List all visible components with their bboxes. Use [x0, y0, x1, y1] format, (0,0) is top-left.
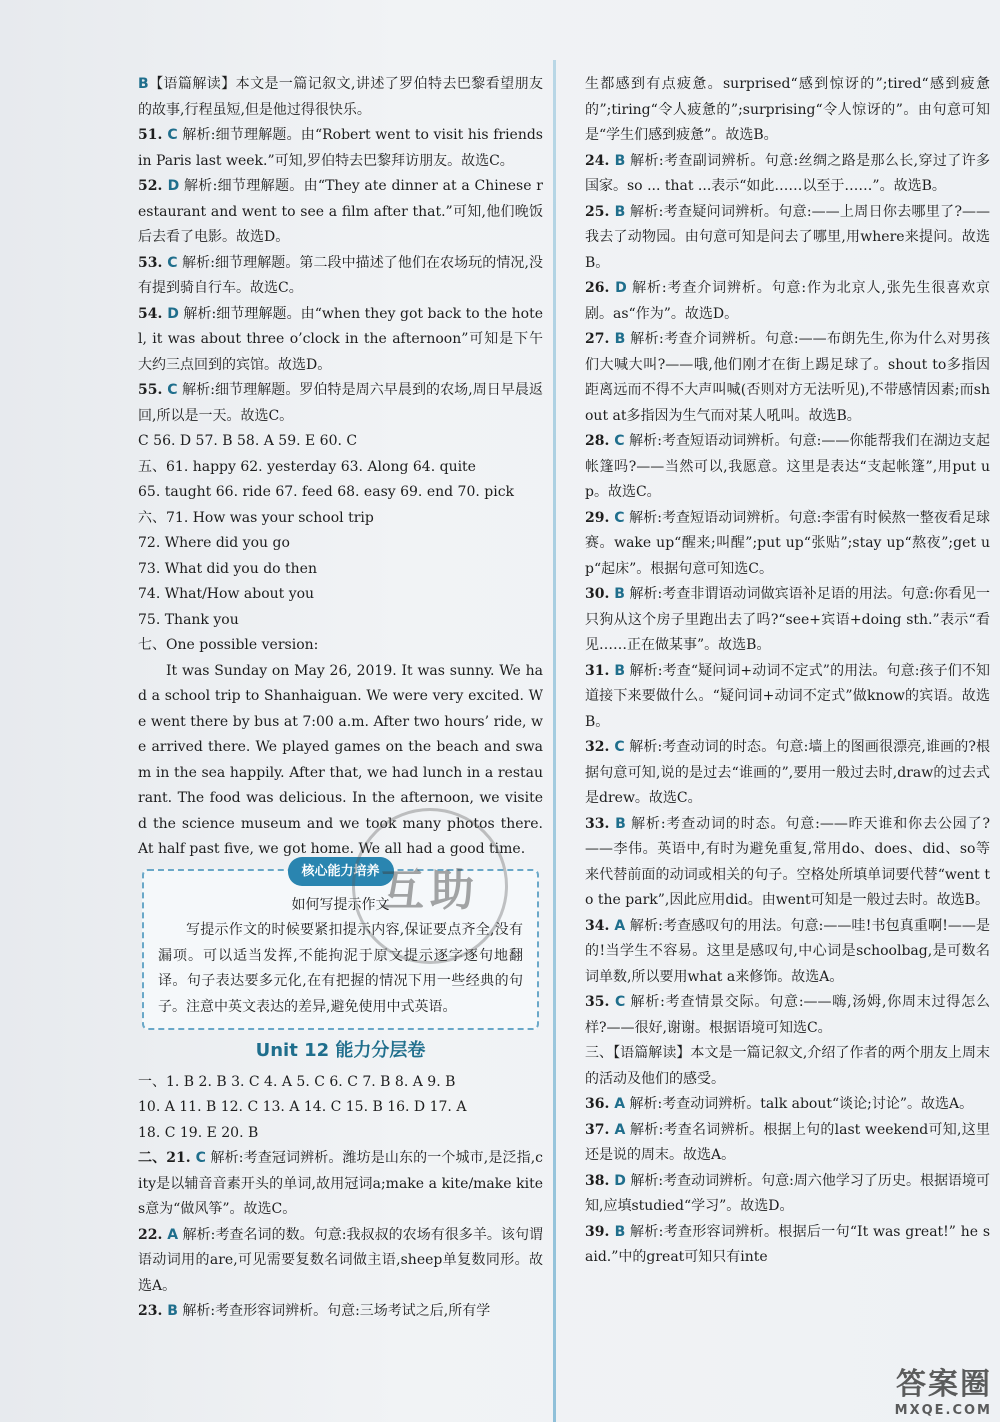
- answer-item: [138, 531, 543, 557]
- question-number: 22.: [138, 1226, 168, 1243]
- answer-text: It was Sunday on May 26, 2019. It was sunny. We had a school trip to Shanhaiguan. We were very excited. We went there by bus at 7:00 a.m. After two hours’ ride, we arrived there. We played games on the beach and swam in the sea happily. After that, we had lunch in a restaurant. The food was delicious. In the afternoon, we visited the science museum and we took many photos there. At half past five, we got home. We all had a good time.: [138, 662, 543, 857]
- answer-letter: D: [167, 305, 179, 322]
- question-number: 二、21.: [138, 1150, 196, 1166]
- answer-text: 【语篇解读】本文是一篇记叙文,讲述了罗伯特去巴黎看望朋友的故事,行程虽短,但是他过得很快乐。: [138, 76, 543, 118]
- answer-text: 三、【语篇解读】本文是一篇记叙文,介绍了作者的两个朋友上周末的活动及他们的感受。: [585, 1045, 990, 1087]
- answer-text: 74. What/How about you: [138, 586, 315, 602]
- answer-letter: B: [614, 662, 626, 679]
- answer-item: [585, 276, 990, 327]
- answer-text: 75. Thank you: [138, 611, 239, 628]
- answer-letter: C: [614, 509, 625, 526]
- answer-item: [138, 582, 543, 608]
- answer-text: 解析:考查短语动词辨析。句意:——你能帮我们在湖边支起帐篷吗?——当然可以,我愿意。这里是表达“支起帐篷”,用put up。故选C。: [585, 433, 990, 500]
- answer-text: 解析:考查名词的数。句意:我叔叔的农场有很多羊。该句谓语动词用的are,可见需要复数名词做主语,sheep单复数同形。故选A。: [138, 1226, 544, 1294]
- answer-item: [138, 557, 543, 583]
- answer-item: [585, 327, 990, 429]
- question-number: 33.: [585, 815, 616, 832]
- answer-item: [138, 1146, 543, 1223]
- question-number: 34.: [585, 917, 615, 934]
- question-number: 55.: [138, 382, 168, 398]
- answer-letter: B: [614, 203, 626, 220]
- logo-text: 答案圈: [896, 1367, 992, 1402]
- question-number: 29.: [585, 509, 615, 526]
- answer-text: 五、61. happy 62. yesterday 63. Along 64. quite: [138, 458, 476, 475]
- answer-text: 六、71. How was your school trip: [138, 509, 374, 526]
- answer-item: [138, 1095, 543, 1121]
- answer-letter: C: [195, 1150, 206, 1166]
- answer-item: [585, 72, 990, 149]
- answer-text: 65. taught 66. ride 67. feed 68. easy 69. end 70. pick: [138, 484, 515, 500]
- answer-letter: C: [167, 254, 178, 271]
- left-answers: [138, 72, 543, 863]
- answer-item: [138, 378, 543, 429]
- answer-item: [138, 302, 543, 379]
- answer-letter: C: [615, 994, 626, 1010]
- answer-letter: A: [614, 917, 626, 934]
- answer-item: [138, 1299, 543, 1325]
- answer-letter: B: [167, 1303, 178, 1319]
- left-column: [138, 72, 543, 1325]
- answer-letter: B: [614, 331, 626, 347]
- question-number: 38.: [585, 1172, 615, 1189]
- watermark-stamp: 互助: [352, 808, 508, 964]
- answer-item: [138, 1070, 543, 1096]
- answer-letter: C: [614, 739, 625, 755]
- answer-item: [138, 1121, 543, 1147]
- answer-text: 解析:考查动词辨析。句意:周六他学习了历史。根据语境可知,应填studied“学习”。故选D。: [585, 1172, 990, 1214]
- site-logo: [895, 1359, 992, 1418]
- answer-text: 一、1. B 2. B 3. C 4. A 5. C 6. C 7. B 8. A 9. B: [138, 1073, 456, 1090]
- answer-item: [585, 914, 990, 991]
- question-number: 36.: [585, 1096, 615, 1112]
- answer-letter: B: [615, 815, 626, 832]
- question-number: 28.: [585, 433, 615, 449]
- answer-letter: A: [167, 1226, 179, 1243]
- answer-text: 解析:考查冠词辨析。潍坊是山东的一个城市,是泛指,city是以辅音音素开头的单词,故用冠词a;make a kite/make kites意为“做风筝”。故选C。: [138, 1150, 543, 1217]
- answer-text: 73. What did you do then: [138, 560, 317, 577]
- answer-item: [138, 429, 543, 455]
- answer-text: 解析:细节理解题。第二段中描述了他们在农场玩的情况,没有提到骑自行车。故选C。: [138, 254, 543, 296]
- answer-item: [138, 123, 543, 174]
- answer-item: [585, 1041, 990, 1092]
- answer-item: [585, 1118, 990, 1169]
- column-divider: [553, 60, 556, 1422]
- answer-text: 解析:细节理解题。由“They ate dinner at a Chinese restaurant and went to see a film after that.”可知,他们晚饭后去看了电影。故选D。: [138, 178, 543, 245]
- answer-text: 解析:考查短语动词辨析。句意:李雷有时候熬一整夜看足球赛。wake up“醒来;叫醒”;put up“张贴”;stay up“熬夜”;get up“起床”。根据句意可知选C。: [585, 509, 990, 577]
- answer-letter: D: [167, 178, 180, 194]
- answer-item: [138, 174, 543, 251]
- answer-text: 18. C 19. E 20. B: [138, 1124, 259, 1141]
- answer-text: C 56. D 57. B 58. A 59. E 60. C: [138, 433, 358, 449]
- question-number: 53.: [138, 254, 168, 271]
- answer-text: 解析:考查动词辨析。talk about“谈论;讨论”。故选A。: [625, 1096, 974, 1112]
- answer-text: 解析:考查动词的时态。句意:墙上的图画很漂亮,谁画的?根据句意可知,说的是过去“谁画的”,要用一般过去时,draw的过去式是drew。故选C。: [585, 739, 990, 806]
- answer-item: [585, 149, 990, 200]
- answer-item: [585, 1220, 990, 1271]
- answer-text: 解析:考查介词辨析。句意:作为北京人,张先生很喜欢京剧。as“作为”。故选D。: [585, 280, 990, 322]
- right-column: [585, 72, 990, 1271]
- tip-body: 写提示作文的时候要紧扣提示内容,保证要点齐全,没有漏项。可以适当发挥,不能拘泥于原文提示逐字逐句地翻译。句子表达要多元化,在有把握的情况下用一些经典的句子。注意中英文表达的差异,避免使用中式英语。: [158, 922, 523, 1015]
- answer-text: 72. Where did you go: [138, 535, 290, 551]
- question-number: 25.: [585, 203, 615, 220]
- answer-item: [585, 1169, 990, 1220]
- answer-item: [585, 990, 990, 1041]
- answer-item: [585, 582, 990, 659]
- answer-letter: C: [167, 127, 178, 143]
- answer-text: 解析:考查介词辨析。句意:——布朗先生,你为什么对男孩们大喊大叫?——哦,他们刚才在街上踢足球了。shout to多指因距离远而不得不大声叫喊(否则对方无法听见),不带感情因素;而shout at多指因为生气而对某人吼叫。故选B。: [585, 331, 990, 424]
- question-number: 27.: [585, 331, 615, 347]
- right-answers: [585, 72, 990, 1271]
- question-number: 30.: [585, 586, 615, 602]
- answer-letter: B: [138, 76, 149, 92]
- question-number: 31.: [585, 662, 615, 679]
- answer-letter: B: [614, 152, 626, 169]
- answer-item: [138, 633, 543, 659]
- answer-item: [585, 1092, 990, 1118]
- question-number: 24.: [585, 152, 615, 169]
- answer-text: 解析:考查动词的时态。句意:——昨天谁和你去公园了?——李伟。英语中,有时为避免重复,常用do、does、did、so等来代替前面的动词或相关的句子。空格处所填单词要代替“went to the park”,因此应用did。由went可知是一般过去时。故选B。: [585, 815, 991, 908]
- question-number: 26.: [585, 280, 616, 296]
- question-number: 39.: [585, 1223, 615, 1240]
- answer-item: [138, 480, 543, 506]
- answer-item: [585, 200, 990, 277]
- answer-text: 七、One possible version:: [138, 637, 319, 653]
- answer-item: [138, 1223, 543, 1300]
- answer-text: 解析:考查情景交际。句意:——嗨,汤姆,你周末过得怎么样?——很好,谢谢。根据语境可知选C。: [585, 994, 990, 1036]
- answer-text: 解析:考查疑问词辨析。句意:——上周日你去哪里了?——我去了动物园。由句意可知是问去了哪里,用where来提问。故选B。: [585, 203, 991, 271]
- answer-text: 解析:考查非谓语动词做宾语补足语的用法。句意:你看见一只狗从这个房子里跑出去了吗?“see+宾语+doing sth.”表示“看见……正在做某事”。故选B。: [585, 586, 990, 653]
- answer-item: [138, 251, 543, 302]
- tip-subtitle: 如何写提示作文: [291, 896, 390, 913]
- answer-letter: C: [167, 382, 178, 398]
- answer-item: [138, 608, 543, 634]
- answer-text: 解析:考查“疑问词+动词不定式”的用法。句意:孩子们不知道接下来要做什么。“疑问词+动词不定式”做know的宾语。故选B。: [585, 662, 990, 730]
- answer-item: [585, 659, 990, 736]
- question-number: 35.: [585, 994, 616, 1010]
- unit-title: Unit 12 能力分层卷: [255, 1040, 426, 1061]
- unit12-answers: [138, 1070, 543, 1325]
- question-number: 52.: [138, 178, 168, 194]
- answer-item: [138, 659, 543, 863]
- answer-item: [585, 735, 990, 812]
- answer-text: 解析:细节理解题。由“Robert went to visit his friends in Paris last week.”可知,罗伯特去巴黎拜访朋友。故选C。: [138, 127, 543, 169]
- answer-item: [585, 506, 990, 583]
- answer-letter: B: [614, 586, 625, 602]
- answer-text: 生都感到有点疲惫。surprised“感到惊讶的”;tired“感到疲惫的”;tiring“令人疲惫的”;surprising“令人惊讶的”。由句意可知是“学生们感到疲惫”。故选B。: [585, 76, 990, 143]
- answer-text: 解析:细节理解题。罗伯特是周六早晨到的农场,周日早晨返回,所以是一天。故选C。: [138, 382, 543, 424]
- answer-item: [585, 429, 990, 506]
- answer-text: 10. A 11. B 12. C 13. A 14. C 15. B 16. D 17. A: [138, 1099, 467, 1115]
- answer-text: 解析:考查形容词辨析。根据后一句“It was great!” he said.”中的great可知只有inte: [585, 1223, 990, 1265]
- answer-item: [585, 812, 990, 914]
- question-number: 54.: [138, 305, 168, 322]
- answer-item: [138, 506, 543, 532]
- answer-letter: D: [615, 280, 627, 296]
- question-number: 51.: [138, 127, 168, 143]
- answer-letter: C: [614, 433, 625, 449]
- answer-text: 解析:考查感叹句的用法。句意:——哇!书包真重啊!——是的!当学生不容易。这里是感叹句,中心词是schoolbag,是可数名词单数,所以要用what a来修饰。故选A。: [585, 917, 990, 985]
- logo-url: MXQE.COM: [894, 1403, 992, 1418]
- answer-text: 解析:考查副词辨析。句意:丝绸之路是那么长,穿过了许多国家。so ... that ...表示“如此……以至于……”。故选B。: [585, 152, 990, 194]
- answer-letter: A: [614, 1121, 626, 1138]
- answer-letter: B: [614, 1223, 626, 1240]
- answer-item: [138, 72, 543, 123]
- answer-text: 解析:细节理解题。由“when they got back to the hotel, it was about three o’clock in the afternoon”可知是下午大约三点回到的宾馆。故选D。: [138, 305, 544, 373]
- answer-text: 解析:考查名词辨析。根据上句的last weekend可知,这里还是说的周末。故选A。: [585, 1121, 990, 1163]
- answer-letter: A: [614, 1096, 626, 1112]
- question-number: 37.: [585, 1121, 615, 1138]
- answer-letter: D: [614, 1172, 626, 1189]
- tip-box: [142, 863, 539, 1031]
- answer-text: 解析:考查形容词辨析。句意:三场考试之后,所有学: [177, 1303, 491, 1319]
- answer-item: [138, 455, 543, 481]
- tip-badge: 核心能力培养: [287, 857, 393, 887]
- question-number: 23.: [138, 1303, 168, 1319]
- question-number: 32.: [585, 739, 615, 755]
